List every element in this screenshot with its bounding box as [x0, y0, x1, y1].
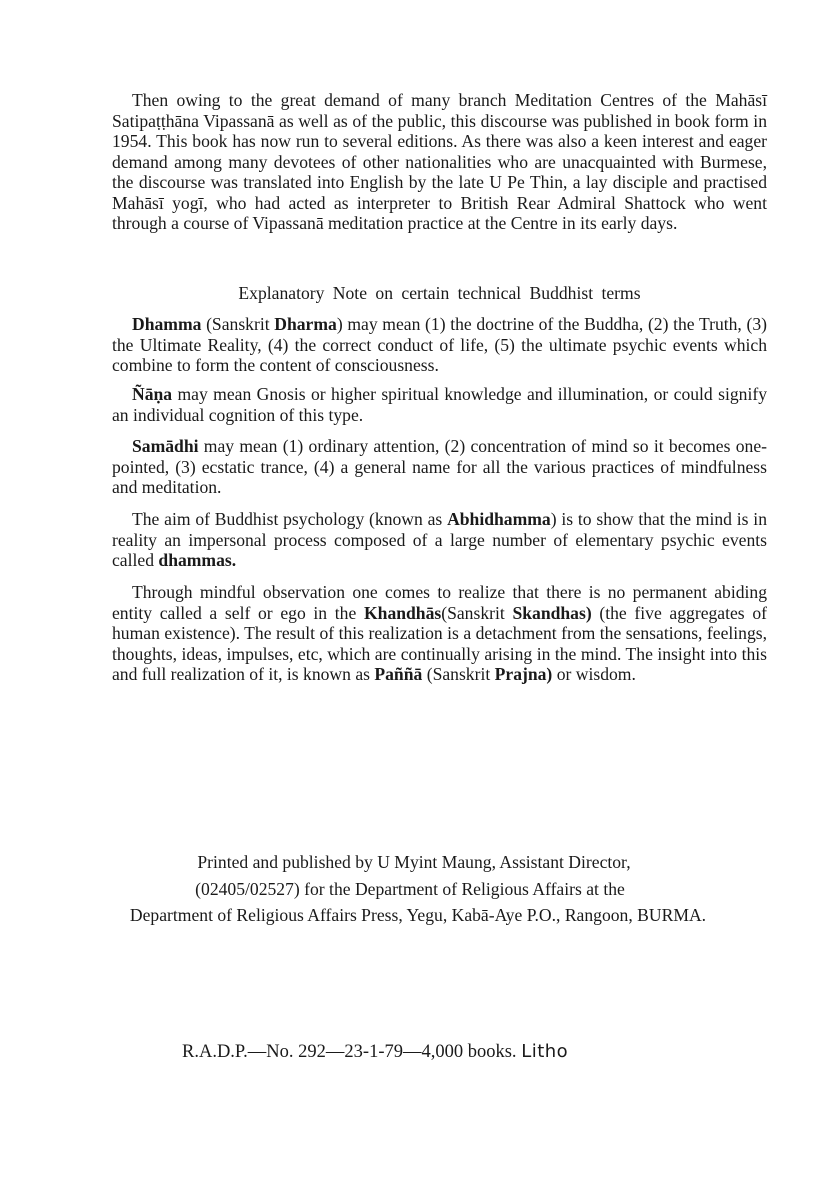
samadhi-definition: [112, 436, 767, 498]
dhamma-definition: [112, 314, 767, 376]
samadhi-term: Samādhi: [132, 436, 199, 456]
khandhas-paragraph: [112, 582, 767, 685]
dharma-term: Dharma: [274, 314, 337, 334]
skandhas-term: Skandhas): [512, 602, 592, 623]
abhidhamma-text-2: ) is to show that the mind is in reality an impersonal process composed of a large number of elementary psychic events called: [112, 509, 767, 570]
nana-text: may mean Gnosis or higher spiritual knowledge and illumination, or could signify an individual cognition of this type.: [112, 384, 767, 425]
explanatory-note-heading: Explanatory Note on certain technical Buddhist terms: [238, 283, 641, 303]
dhamma-text-1: (Sanskrit: [201, 314, 275, 334]
khandhas-text-2: (Sanskrit: [441, 602, 513, 623]
dhammas-term: dhammas.: [158, 550, 237, 570]
prajna-term: Prajna): [494, 664, 553, 684]
khandhas-term: Khandhās: [363, 602, 442, 623]
litho-handwritten-note: Litho: [521, 1041, 569, 1062]
intro-text: Then owing to the great demand of many branch Meditation Centres of the Mahāsī Satipaṭṭhāna Vipassanā as well as of the public, this discourse was published in book form in 1954. This book has now run to several editions. As there was also a keen interest and eager demand among many devotees of other nationalities who are unacquainted with Burmese, the discourse was translated into English by the late U Pe Thin, a lay disciple and practised Mahāsī yogī, who had acted as interpreter to British Rear Admiral Shattock who went through a course of Vipassanā meditation practice at the Centre in its early days.: [112, 90, 767, 233]
imprint-line-2: (02405/02527) for the Department of Religious Affairs at the: [195, 879, 625, 899]
abhidhamma-paragraph: [112, 509, 767, 571]
khandhas-text-5: or wisdom.: [552, 664, 636, 684]
print-code: [182, 1040, 568, 1064]
nana-term: Ñāṇa: [132, 384, 173, 404]
nana-definition: [112, 384, 767, 425]
dhamma-text-2: ) may mean (1) the doctrine of the Buddha, (2) the Truth, (3) the Ultimate Reality, (4) the correct conduct of life, (5) the ultimate psychic events which combine to form the content of consciousness.: [112, 314, 767, 375]
khandhas-text-1: Through mindful observation one comes to realize that there is no permanent abiding entity called a self or ego in the: [112, 582, 767, 623]
dhamma-term: Dhamma: [132, 314, 202, 334]
imprint-line-1: Printed and published by U Myint Maung, Assistant Director,: [197, 852, 631, 872]
intro-paragraph: [112, 90, 767, 234]
abhidhamma-text-1: The aim of Buddhist psychology (known as: [132, 509, 448, 529]
imprint-line-3: Department of Religious Affairs Press, Yegu, Kabā-Aye P.O., Rangoon, BURMA.: [129, 905, 707, 925]
khandhas-text-4: (Sanskrit: [422, 664, 495, 684]
khandhas-text-3: (the five aggregates of human existence). The result of this realization is a detachment from the sensations, feelings, thoughts, ideas, impulses, etc, which are continually arising in the mind. The insight into this and full realization of it, is known as: [112, 602, 767, 684]
samadhi-text: may mean (1) ordinary attention, (2) concentration of mind so it becomes one-pointed, (3) ecstatic trance, (4) a general name for all the various practices of mindfulness and meditation.: [112, 436, 767, 497]
panna-term: Paññā: [374, 664, 423, 684]
abhidhamma-term: Abhidhamma: [447, 509, 551, 529]
print-code-text: R.A.D.P.—No. 292—23-1-79—4,000 books.: [182, 1042, 517, 1062]
